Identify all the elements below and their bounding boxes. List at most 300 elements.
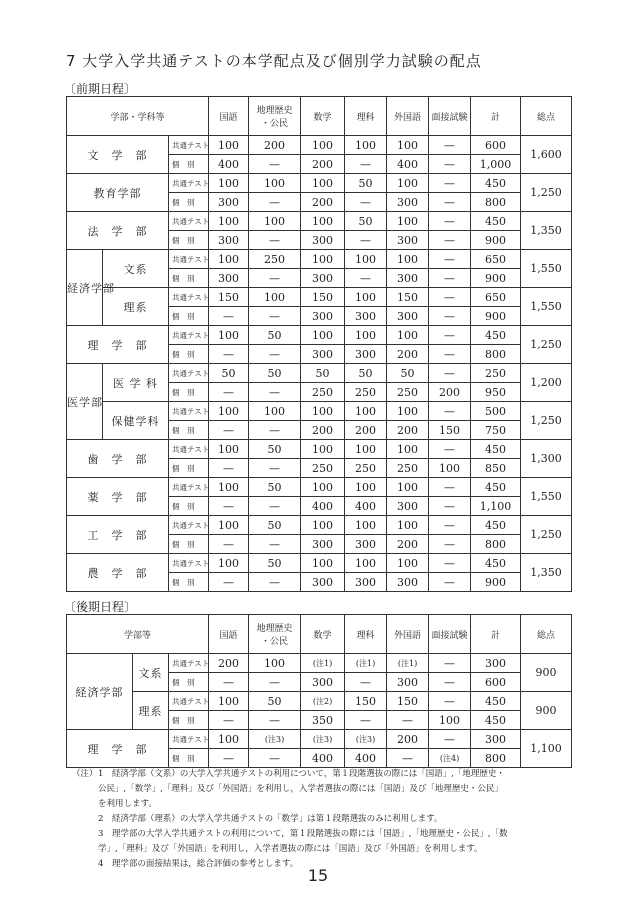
score-cell: 100 (345, 554, 387, 573)
score-cell: — (249, 535, 301, 554)
score-cell: 400 (387, 155, 429, 174)
exam-type: 共通テスト (169, 440, 209, 459)
score-cell: 350 (301, 711, 345, 730)
score-cell: 800 (471, 345, 521, 364)
score-cell: 300 (209, 231, 249, 250)
exam-type: 個 別 (169, 535, 209, 554)
table-row (67, 326, 572, 345)
score-cell: — (429, 155, 471, 174)
score-cell: 450 (471, 554, 521, 573)
score-cell: — (429, 193, 471, 212)
faculty-name: 工 学 部 (67, 516, 169, 554)
score-cell: 100 (387, 136, 429, 155)
score-cell: — (249, 383, 301, 402)
table-row (67, 288, 572, 307)
score-cell: — (429, 654, 471, 673)
score-cell: 100 (345, 136, 387, 155)
score-cell: 100 (387, 516, 429, 535)
score-cell: 100 (345, 250, 387, 269)
score-cell: 100 (301, 326, 345, 345)
score-cell: 50 (249, 692, 301, 711)
score-cell: — (429, 174, 471, 193)
score-cell: 150 (301, 288, 345, 307)
score-cell: 100 (209, 174, 249, 193)
score-cell: 50 (249, 478, 301, 497)
score-cell: — (429, 326, 471, 345)
column-header: 国語 (209, 615, 249, 654)
score-cell: 100 (387, 440, 429, 459)
exam-type: 共通テスト (169, 478, 209, 497)
table-row (67, 250, 572, 269)
score-cell: — (429, 730, 471, 749)
table-row (67, 730, 572, 749)
exam-type: 個 別 (169, 155, 209, 174)
total-score: 1,550 (521, 250, 572, 288)
total-score: 1,200 (521, 364, 572, 402)
faculty-name: 薬 学 部 (67, 478, 169, 516)
faculty-name: 医学部 (67, 364, 103, 440)
exam-type: 個 別 (169, 193, 209, 212)
late-schedule-table (66, 614, 572, 768)
score-cell: 50 (301, 364, 345, 383)
score-cell: — (387, 711, 429, 730)
table-row (67, 692, 572, 711)
score-cell: 250 (345, 383, 387, 402)
score-cell: 600 (471, 673, 521, 692)
score-cell: 300 (471, 730, 521, 749)
score-cell: 300 (301, 307, 345, 326)
score-cell: 450 (471, 440, 521, 459)
faculty-name: 経済学部 (67, 654, 133, 730)
score-cell: 650 (471, 250, 521, 269)
exam-type: 共通テスト (169, 654, 209, 673)
score-cell: 300 (387, 673, 429, 692)
score-cell: 50 (249, 326, 301, 345)
total-score: 1,250 (521, 174, 572, 212)
score-cell: 900 (471, 573, 521, 592)
score-cell: — (429, 288, 471, 307)
score-cell: 100 (209, 250, 249, 269)
score-cell: 50 (249, 516, 301, 535)
note-line: 3 理学部の大学入学共通テストの利用について，第１段階選抜の際には「国語」,「地理歴史・公民」,「数 (98, 829, 508, 839)
score-cell: 100 (209, 692, 249, 711)
score-cell: 900 (471, 307, 521, 326)
exam-type: 個 別 (169, 307, 209, 326)
exam-type: 共通テスト (169, 402, 209, 421)
score-cell: — (249, 269, 301, 288)
column-header: 数学 (301, 97, 345, 136)
score-cell: 100 (209, 402, 249, 421)
score-cell: — (429, 692, 471, 711)
score-cell: 450 (471, 516, 521, 535)
exam-type: 共通テスト (169, 136, 209, 155)
score-cell: — (429, 345, 471, 364)
score-cell: 850 (471, 459, 521, 478)
table-row (67, 654, 572, 673)
score-cell: 100 (209, 516, 249, 535)
score-cell: 50 (345, 174, 387, 193)
score-cell: 100 (301, 136, 345, 155)
score-cell: — (209, 497, 249, 516)
score-cell: — (209, 345, 249, 364)
department-name: 文系 (103, 250, 169, 288)
score-cell: — (249, 673, 301, 692)
note-line: 4 理学部の面接結果は，総合評価の参考とします。 (98, 859, 299, 869)
score-cell: 100 (249, 174, 301, 193)
score-cell: 100 (301, 250, 345, 269)
table-row (67, 212, 572, 231)
score-cell: — (345, 155, 387, 174)
column-header: 地理歴史 ・公民 (249, 615, 301, 654)
exam-type: 個 別 (169, 345, 209, 364)
score-cell: (注3) (301, 730, 345, 749)
score-cell: 100 (209, 478, 249, 497)
score-cell: 800 (471, 749, 521, 768)
column-header: 数学 (301, 615, 345, 654)
total-score: 1,350 (521, 554, 572, 592)
table-row (67, 478, 572, 497)
score-cell: 50 (209, 364, 249, 383)
score-cell: 200 (429, 383, 471, 402)
early-schedule-table (66, 96, 572, 592)
total-score: 1,250 (521, 516, 572, 554)
exam-type: 共通テスト (169, 364, 209, 383)
page-number: 15 (307, 866, 329, 885)
score-cell: 100 (387, 326, 429, 345)
score-cell: 500 (471, 402, 521, 421)
score-cell: — (429, 212, 471, 231)
total-score: 900 (521, 692, 572, 730)
score-cell: 200 (249, 136, 301, 155)
exam-type: 個 別 (169, 421, 209, 440)
column-header: 面接試験 (429, 97, 471, 136)
score-cell: 400 (301, 497, 345, 516)
score-cell: — (429, 364, 471, 383)
score-cell: 300 (301, 535, 345, 554)
score-cell: 100 (209, 212, 249, 231)
score-cell: 300 (345, 345, 387, 364)
score-cell: (注2) (301, 692, 345, 711)
score-cell: (注3) (345, 730, 387, 749)
score-cell: (注1) (387, 654, 429, 673)
column-header: 国語 (209, 97, 249, 136)
score-cell: 50 (249, 440, 301, 459)
score-cell: 300 (471, 654, 521, 673)
score-cell: 100 (301, 516, 345, 535)
score-cell: 100 (301, 212, 345, 231)
score-cell: 100 (249, 212, 301, 231)
score-cell: 650 (471, 288, 521, 307)
score-cell: — (209, 749, 249, 768)
score-cell: 100 (345, 440, 387, 459)
score-cell: — (249, 497, 301, 516)
total-score: 1,100 (521, 730, 572, 768)
score-cell: 250 (301, 459, 345, 478)
score-cell: 200 (387, 535, 429, 554)
score-cell: 250 (249, 250, 301, 269)
score-cell: — (209, 307, 249, 326)
score-cell: 100 (345, 402, 387, 421)
score-cell: 100 (429, 711, 471, 730)
score-cell: 50 (387, 364, 429, 383)
score-cell: — (429, 231, 471, 250)
score-cell: — (429, 554, 471, 573)
exam-type: 個 別 (169, 459, 209, 478)
score-cell: 300 (345, 535, 387, 554)
note-line: 公民」,「数学」,「理科」及び「外国語」を利用し，入学者選抜の際には「国語」及び「地理歴史・公民」 (98, 784, 503, 794)
column-header: 計 (471, 97, 521, 136)
score-cell: 300 (387, 231, 429, 250)
faculty-name: 法 学 部 (67, 212, 169, 250)
score-cell: — (209, 535, 249, 554)
score-cell: 100 (387, 174, 429, 193)
score-cell: — (345, 711, 387, 730)
score-cell: 750 (471, 421, 521, 440)
score-cell: 900 (471, 231, 521, 250)
score-cell: — (209, 673, 249, 692)
score-cell: 250 (387, 383, 429, 402)
note-line: 2 経済学部（理系）の大学入学共通テストの「数学」は第１段階選抜のみに利用します。 (98, 814, 443, 824)
score-cell: 900 (471, 269, 521, 288)
score-cell: 1,000 (471, 155, 521, 174)
score-cell: — (209, 711, 249, 730)
score-cell: 800 (471, 535, 521, 554)
score-cell: 100 (209, 326, 249, 345)
score-cell: 50 (249, 554, 301, 573)
score-cell: — (429, 402, 471, 421)
score-cell: 400 (345, 749, 387, 768)
score-cell: 250 (387, 459, 429, 478)
exam-type: 共通テスト (169, 516, 209, 535)
score-cell: 450 (471, 212, 521, 231)
notes-label: （注） (72, 769, 98, 779)
score-cell: — (249, 193, 301, 212)
score-cell: 300 (209, 269, 249, 288)
note-line: 学」,「理科」及び「外国語」を利用し，入学者選抜の際には「国語」及び「外国語」を利用します。 (98, 844, 483, 854)
score-cell: 300 (301, 231, 345, 250)
score-cell: — (345, 231, 387, 250)
score-cell: 450 (471, 174, 521, 193)
score-cell: 100 (387, 402, 429, 421)
table-row (67, 516, 572, 535)
score-cell: 400 (301, 749, 345, 768)
score-cell: 100 (249, 288, 301, 307)
header-row (67, 97, 572, 136)
score-cell: 100 (429, 459, 471, 478)
score-cell: 100 (249, 402, 301, 421)
score-cell: 300 (301, 573, 345, 592)
faculty-name: 理 学 部 (67, 730, 169, 768)
score-cell: 100 (209, 440, 249, 459)
score-cell: 450 (471, 711, 521, 730)
exam-type: 個 別 (169, 711, 209, 730)
score-cell: 150 (429, 421, 471, 440)
score-cell: 450 (471, 326, 521, 345)
score-cell: — (249, 155, 301, 174)
faculty-name: 理 学 部 (67, 326, 169, 364)
exam-type: 共通テスト (169, 554, 209, 573)
score-cell: — (429, 516, 471, 535)
department-name: 理系 (133, 692, 169, 730)
score-cell: 200 (387, 345, 429, 364)
score-cell: 100 (387, 212, 429, 231)
score-cell: — (209, 421, 249, 440)
score-cell: 100 (301, 174, 345, 193)
score-cell: — (387, 749, 429, 768)
column-header: 外国語 (387, 615, 429, 654)
score-cell: 200 (209, 654, 249, 673)
table-row (67, 440, 572, 459)
department-name: 理系 (103, 288, 169, 326)
total-score: 1,350 (521, 212, 572, 250)
faculty-name: 歯 学 部 (67, 440, 169, 478)
score-cell: 50 (345, 364, 387, 383)
score-cell: 100 (301, 478, 345, 497)
faculty-name: 経済学部 (67, 250, 103, 326)
score-cell: 100 (301, 554, 345, 573)
column-header: 学部・学科等 (67, 97, 209, 136)
exam-type: 個 別 (169, 231, 209, 250)
score-cell: — (345, 193, 387, 212)
score-cell: (注1) (345, 654, 387, 673)
department-name: 保健学科 (103, 402, 169, 440)
column-header: 地理歴史 ・公民 (249, 97, 301, 136)
score-cell: — (429, 673, 471, 692)
score-cell: — (429, 440, 471, 459)
score-cell: 300 (387, 269, 429, 288)
score-cell: 300 (345, 307, 387, 326)
column-header: 理科 (345, 615, 387, 654)
score-cell: 100 (387, 478, 429, 497)
score-cell: 100 (345, 326, 387, 345)
exam-type: 個 別 (169, 497, 209, 516)
column-header: 総点 (521, 97, 572, 136)
score-cell: 100 (301, 402, 345, 421)
score-cell: — (429, 535, 471, 554)
exam-type: 共通テスト (169, 730, 209, 749)
score-cell: 200 (301, 155, 345, 174)
total-score: 1,600 (521, 136, 572, 174)
department-name: 医 学 科 (103, 364, 169, 402)
faculty-name: 教育学部 (67, 174, 169, 212)
score-cell: 400 (209, 155, 249, 174)
score-cell: 100 (209, 730, 249, 749)
exam-type: 共通テスト (169, 174, 209, 193)
score-cell: — (429, 478, 471, 497)
exam-type: 個 別 (169, 749, 209, 768)
score-cell: — (429, 307, 471, 326)
total-score: 1,250 (521, 326, 572, 364)
score-cell: 950 (471, 383, 521, 402)
score-cell: 300 (387, 497, 429, 516)
column-header: 総点 (521, 615, 572, 654)
note-line: 1 経済学部（文系）の大学入学共通テストの利用について，第１段階選抜の際には「国語」,「地理歴史・ (98, 769, 505, 779)
score-cell: — (249, 711, 301, 730)
score-cell: 100 (345, 516, 387, 535)
total-score: 1,300 (521, 440, 572, 478)
score-cell: 250 (301, 383, 345, 402)
score-cell: 50 (345, 212, 387, 231)
score-cell: 100 (301, 440, 345, 459)
score-cell: 300 (209, 193, 249, 212)
note-line: を利用します。 (98, 799, 157, 809)
score-cell: 150 (345, 692, 387, 711)
score-cell: 150 (209, 288, 249, 307)
department-name: 文系 (133, 654, 169, 692)
score-cell: 200 (387, 730, 429, 749)
score-cell: — (209, 383, 249, 402)
score-cell: 800 (471, 193, 521, 212)
faculty-name: 文 学 部 (67, 136, 169, 174)
score-cell: 100 (387, 554, 429, 573)
total-score: 900 (521, 654, 572, 692)
score-cell: 200 (345, 421, 387, 440)
exam-type: 共通テスト (169, 212, 209, 231)
notes (72, 767, 572, 872)
score-cell: 400 (345, 497, 387, 516)
score-cell: — (345, 269, 387, 288)
score-cell: — (249, 231, 301, 250)
score-cell: (注4) (429, 749, 471, 768)
score-cell: 100 (345, 288, 387, 307)
score-cell: — (209, 573, 249, 592)
column-header: 学部等 (67, 615, 209, 654)
score-cell: — (429, 250, 471, 269)
table-row (67, 402, 572, 421)
column-header: 面接試験 (429, 615, 471, 654)
table-row (67, 364, 572, 383)
score-cell: — (249, 307, 301, 326)
score-cell: — (345, 673, 387, 692)
score-cell: 100 (345, 478, 387, 497)
score-cell: 450 (471, 692, 521, 711)
column-header: 計 (471, 615, 521, 654)
exam-type: 共通テスト (169, 250, 209, 269)
faculty-name: 農 学 部 (67, 554, 169, 592)
score-cell: (注3) (249, 730, 301, 749)
exam-type: 個 別 (169, 673, 209, 692)
score-cell: 150 (387, 692, 429, 711)
score-cell: (注1) (301, 654, 345, 673)
score-cell: 100 (209, 554, 249, 573)
score-cell: 50 (249, 364, 301, 383)
score-cell: — (249, 573, 301, 592)
score-cell: 300 (345, 573, 387, 592)
table-row (67, 136, 572, 155)
score-cell: 300 (387, 307, 429, 326)
score-cell: 450 (471, 478, 521, 497)
score-cell: — (429, 497, 471, 516)
late-schedule-label: 〔後期日程〕 (64, 600, 137, 614)
score-cell: 200 (387, 421, 429, 440)
score-cell: 1,100 (471, 497, 521, 516)
score-cell: 300 (387, 193, 429, 212)
score-cell: 300 (301, 673, 345, 692)
score-cell: — (429, 573, 471, 592)
score-cell: 600 (471, 136, 521, 155)
score-cell: 300 (387, 573, 429, 592)
score-cell: 300 (301, 345, 345, 364)
exam-type: 共通テスト (169, 692, 209, 711)
early-schedule-label: 〔前期日程〕 (64, 82, 137, 96)
header-row (67, 615, 572, 654)
score-cell: 300 (301, 269, 345, 288)
page-title: 7 大学入学共通テストの本学配点及び個別学力試験の配点 (66, 52, 482, 70)
exam-type: 共通テスト (169, 288, 209, 307)
score-cell: — (249, 421, 301, 440)
score-cell: — (429, 269, 471, 288)
score-cell: 100 (209, 136, 249, 155)
